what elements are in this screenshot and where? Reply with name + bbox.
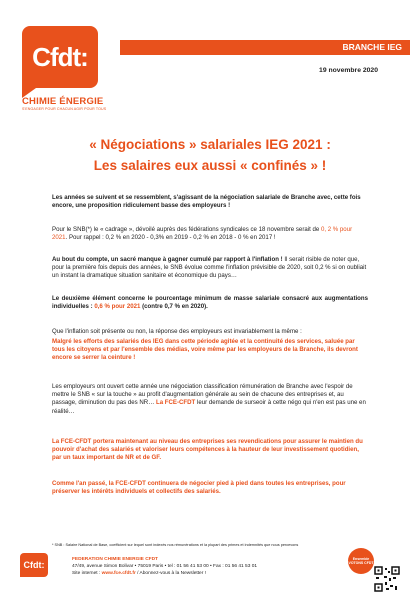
brand-tagline: S'ENGAGER POUR CHACUN AGIR POUR TOUS — [22, 107, 107, 111]
text: Au bout du compte, un sacré manque à gagner cumulé par rapport à l'inflation ! — [52, 256, 283, 263]
footnote: * SNB : Salaire National de Base, coefficient sur lequel sont indexés nos rémunérations et la plupart des primes et indemnités que nous percevons — [52, 543, 299, 547]
text: Il serait risible de noter que, pour la première fois depuis des années, le SNB évolue comme l'inflation prévisible de 2020, soit 0,2 % si on oubliait un instant la dramatique situation sanitaire et économique du pays… — [52, 256, 367, 280]
paragraph-fce-negotiate: Comme l'an passé, la FCE-CFDT continuera de négocier pied à pied dans toutes les entreprises, pour préserver les intérêts individuels et collectifs des salariés. — [52, 480, 346, 496]
branch-banner: BRANCHE IEG — [120, 40, 410, 55]
text: . Pour rappel : 0,2 % en 2020 - 0,3% en 2019 - 0,2 % en 2018 - 0 % en 2017 ! — [65, 234, 276, 242]
paragraph-snb — [52, 226, 368, 242]
text: leur demande de surseoir à cette négo qui n'en est pas une en réalité… — [52, 399, 366, 415]
highlight: La FCE-CFDT — [156, 399, 196, 407]
text: Pour le SNB(*) le « cadrage », dévoilé auprès des fédérations syndicales ce 18 novembre serait de — [52, 226, 321, 233]
paragraph-response: Que l'inflation soit présente ou non, la réponse des employeurs est invariablement la même : — [52, 328, 302, 335]
page-title-line2: Les salaires eux aussi « confinés » ! — [93, 158, 327, 173]
footer-logo-text: Cfdt: — [23, 560, 45, 570]
text: Le deuxième élément concerne le pourcentage minimum de masse salariale consacré aux augmentations individuelles : — [52, 295, 368, 311]
highlight: 0,6 % pour 2021 — [94, 303, 141, 311]
qr-code-icon[interactable] — [374, 566, 400, 592]
paragraph-classification — [52, 383, 368, 416]
logo-text: Cfdt: — [32, 41, 88, 72]
newsletter-link[interactable]: / Abonnez-vous à la Newsletter ! — [135, 571, 206, 576]
text: Les employeurs ont ouvert cette année une négociation classification rémunération de Branche avec l'espoir de mettre le SNB « sur la touche » au profit d'augmentation générale au sein de chacune des entreprises et, au passage, diminution du pas des NR… — [52, 383, 353, 407]
text: Site internet : — [72, 571, 102, 576]
brand-name: CHIMIE ÉNERGIE — [22, 96, 104, 107]
highlight: 0, 2 % pour 2021 — [52, 226, 353, 242]
publication-date: 19 novembre 2020 — [319, 67, 378, 74]
footer-contact — [72, 556, 257, 577]
vote-badge: Ensemble VOTONS CFDT — [348, 548, 374, 574]
website-link[interactable]: www.fce.cfdt.fr — [101, 571, 136, 576]
paragraph-individual — [52, 295, 368, 311]
footer-logo — [20, 553, 48, 577]
page-title-line1: « Négociations » salariales IEG 2021 : — [89, 137, 331, 152]
cfdt-logo — [22, 26, 98, 88]
paragraph-efforts: Malgré les efforts des salariés des IEG dans cette période agitée et la continuité des services, saluée par tous les citoyens et par l'ensemble des médias, voire même par les employeurs de la Branche, ils devront encore se serrer la ceinture ! — [52, 338, 358, 362]
paragraph-intro: Les années se suivent et se ressemblent, s'agissant de la négociation salariale de Branche avec, cette fois encore, une proposition ridiculement basse des employeurs ! — [52, 194, 361, 210]
paragraph-fce-demands: La FCE-CFDT portera maintenant au niveau des entreprises ses revendications pour assurer le maintien du pouvoir d'achat des salariés et valoriser leurs compétences à la hauteur de leur investissement quotidien, par un taux important de NR et de GF. — [52, 438, 363, 462]
text: (contre 0,7 % en 2020). — [140, 303, 208, 311]
footer-org: FEDERATION CHIMIE ENERGIE CFDT — [72, 557, 158, 562]
footer-site — [72, 570, 257, 577]
footer-address: 47/49, avenue Simon Bolivar • 75019 Paris • tel : 01 56 41 53 00 • Fax : 01 56 41 53 01 — [72, 564, 258, 569]
paragraph-inflation — [52, 256, 368, 281]
